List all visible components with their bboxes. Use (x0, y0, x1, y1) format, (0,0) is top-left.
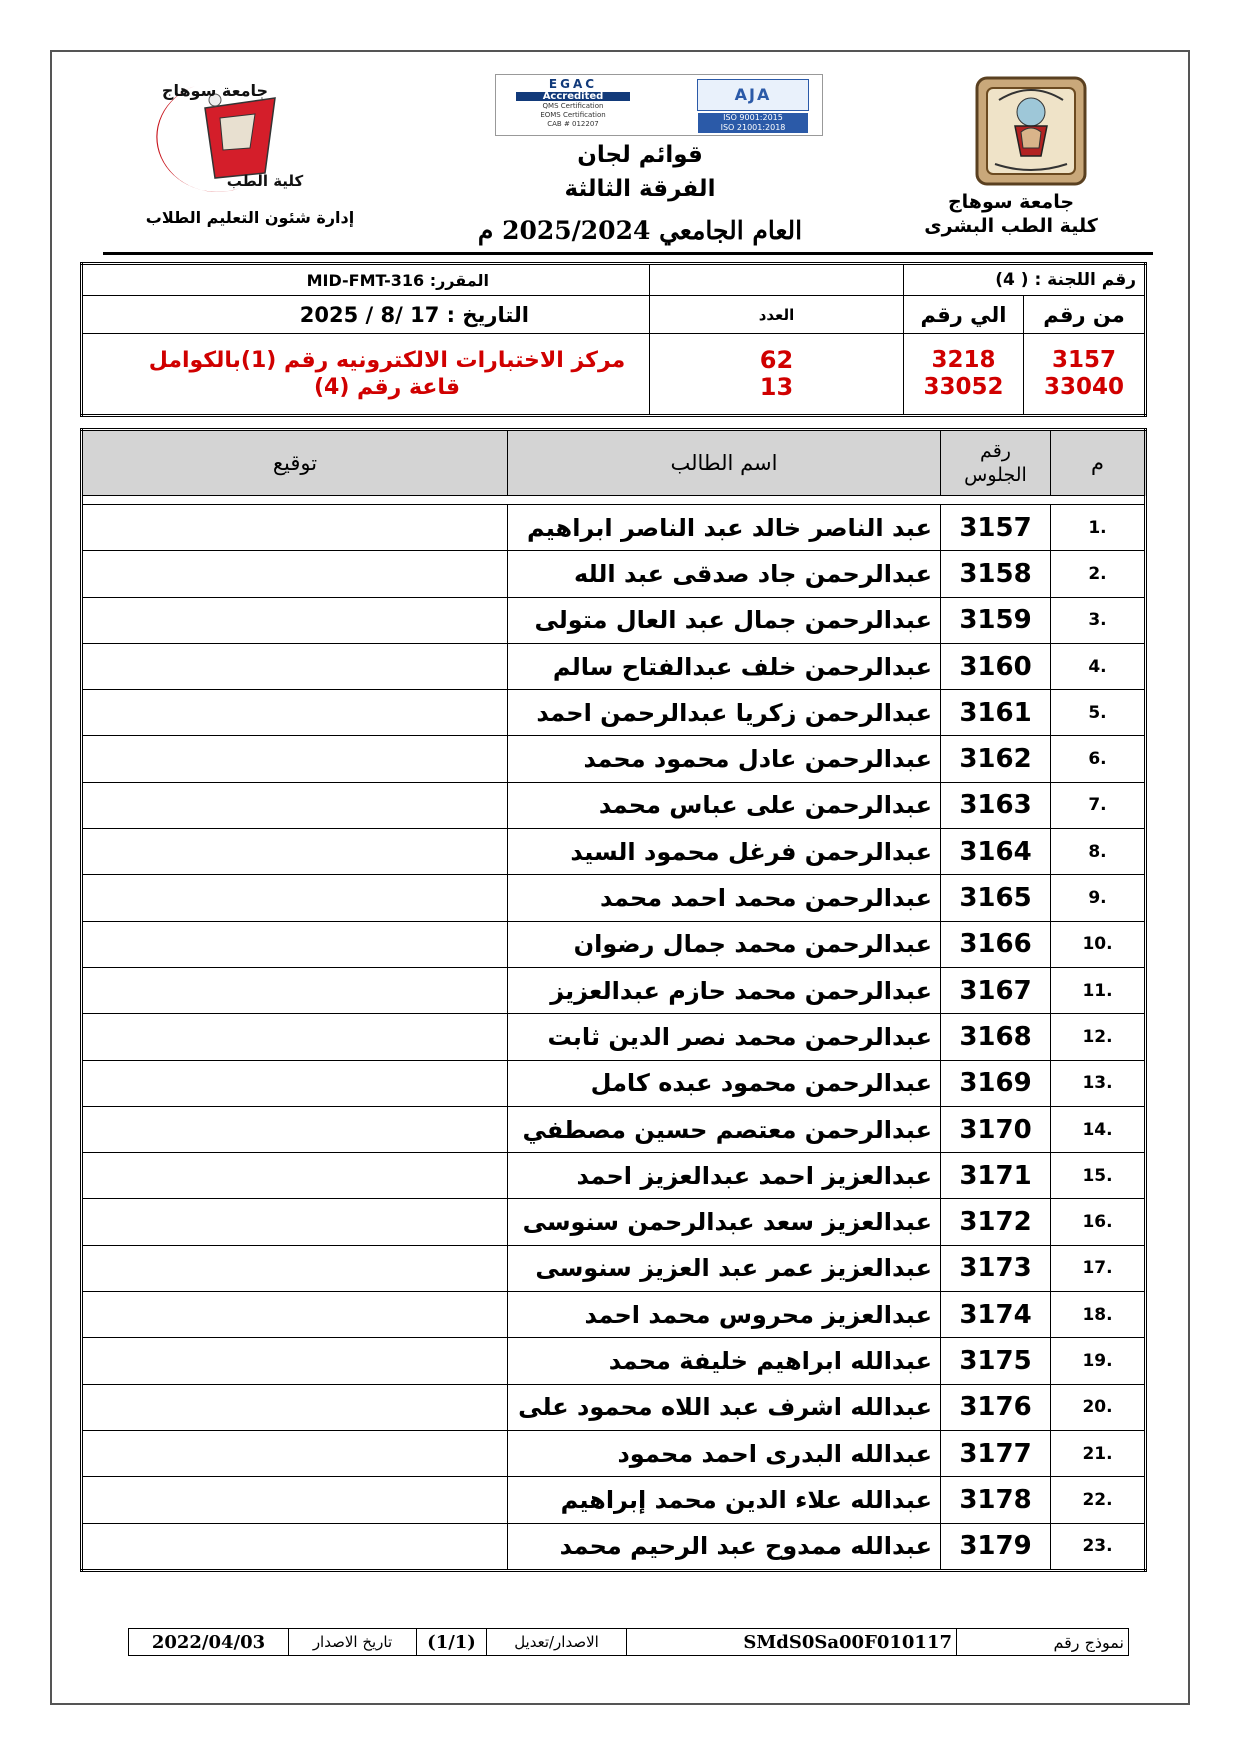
logo-text-bottom: كلية الطب (226, 172, 304, 190)
from-2: 33040 (1043, 374, 1125, 400)
student-name: عبدالله ممدوح عبد الرحيم محمد (508, 1523, 941, 1570)
student-name: عبدالرحمن محمد نصر الدين ثابت (508, 1014, 941, 1060)
row-number: 18. (1051, 1292, 1146, 1338)
edition-value: (1/1) (417, 1629, 487, 1656)
table-row (82, 1292, 1146, 1338)
seat-number: 3164 (941, 829, 1051, 875)
seat-number: 3178 (941, 1477, 1051, 1523)
seat-number: 3166 (941, 921, 1051, 967)
seat-number: 3159 (941, 597, 1051, 643)
table-row (82, 1199, 1146, 1245)
count-label: العدد (650, 296, 904, 334)
location-line-1: مركز الاختبارات الالكترونيه رقم (1)بالكوامل (148, 348, 626, 373)
seat-number: 3172 (941, 1199, 1051, 1245)
row-number: 14. (1051, 1106, 1146, 1152)
seat-number: 3171 (941, 1153, 1051, 1199)
seat-number: 3168 (941, 1014, 1051, 1060)
seat-number: 3162 (941, 736, 1051, 782)
table-row (82, 643, 1146, 689)
row-number: 4. (1051, 643, 1146, 689)
seat-number: 3175 (941, 1338, 1051, 1384)
row-number: 15. (1051, 1153, 1146, 1199)
signature-cell[interactable] (82, 690, 508, 736)
student-name: عبدالرحمن محمد حازم عبدالعزيز (508, 967, 941, 1013)
form-number-label: نموذج رقم (957, 1629, 1129, 1656)
signature-cell[interactable] (82, 1477, 508, 1523)
aja-title: AJA (734, 85, 772, 104)
student-name: عبدالعزيز عمر عبد العزيز سنوسى (508, 1245, 941, 1291)
signature-cell[interactable] (82, 1430, 508, 1476)
row-number: 21. (1051, 1430, 1146, 1476)
row-number: 10. (1051, 921, 1146, 967)
row-number: 1. (1051, 505, 1146, 551)
signature-cell[interactable] (82, 597, 508, 643)
signature-cell[interactable] (82, 782, 508, 828)
signature-cell[interactable] (82, 505, 508, 551)
signature-cell[interactable] (82, 1384, 508, 1430)
seat-number: 3176 (941, 1384, 1051, 1430)
edition-label: الاصدار/تعديل (487, 1629, 627, 1656)
table-row (82, 1384, 1146, 1430)
row-number: 8. (1051, 829, 1146, 875)
signature-cell[interactable] (82, 551, 508, 597)
row-number: 6. (1051, 736, 1146, 782)
logo-text-top: جامعة سوهاج (161, 81, 269, 100)
row-number: 23. (1051, 1523, 1146, 1570)
student-name: عبدالرحمن جمال عبد العال متولى (508, 597, 941, 643)
table-row (82, 551, 1146, 597)
seat-number: 3160 (941, 643, 1051, 689)
from-1: 3157 (1051, 347, 1116, 373)
signature-cell[interactable] (82, 967, 508, 1013)
table-row (82, 967, 1146, 1013)
student-name: عبدالرحمن محمد جمال رضوان (508, 921, 941, 967)
faculty-logo (115, 78, 310, 196)
table-row (82, 505, 1146, 551)
certification-badges (495, 74, 823, 136)
student-name: عبدالرحمن عادل محمود محمد (508, 736, 941, 782)
title-line-3: العام الجامعي 2025/2024 م (477, 216, 803, 245)
row-number: 7. (1051, 782, 1146, 828)
student-name: عبدالرحمن على عباس محمد (508, 782, 941, 828)
signature-cell[interactable] (82, 1060, 508, 1106)
signature-cell[interactable] (82, 1199, 508, 1245)
exam-location (82, 334, 650, 416)
table-spacer (82, 496, 1146, 505)
row-number: 2. (1051, 551, 1146, 597)
seat-number: 3165 (941, 875, 1051, 921)
committee-info-table (80, 262, 1147, 417)
col-header-no: م (1051, 430, 1146, 496)
to-1: 3218 (931, 347, 996, 373)
university-name-block (911, 190, 1111, 238)
student-name: عبدالله علاء الدين محمد إبراهيم (508, 1477, 941, 1523)
student-name: عبدالله ابراهيم خليفة محمد (508, 1338, 941, 1384)
from-numbers (1024, 334, 1146, 416)
table-row (82, 1477, 1146, 1523)
table-row (82, 921, 1146, 967)
student-name: عبدالرحمن خلف عبدالفتاح سالم (508, 643, 941, 689)
university-seal-logo (975, 76, 1087, 186)
header-rule (103, 252, 1153, 255)
seat-number: 3170 (941, 1106, 1051, 1152)
row-number: 19. (1051, 1338, 1146, 1384)
faculty-name: كلية الطب البشرى (924, 215, 1098, 237)
row-number: 9. (1051, 875, 1146, 921)
signature-cell[interactable] (82, 1106, 508, 1152)
col-header-signature: توقيع (82, 430, 508, 496)
col-header-seat: رقم الجلوس (941, 430, 1051, 496)
signature-cell[interactable] (82, 1014, 508, 1060)
aja-badge (688, 77, 818, 133)
table-row (82, 1430, 1146, 1476)
table-row (82, 875, 1146, 921)
signature-cell[interactable] (82, 1245, 508, 1291)
student-name: عبدالله البدرى احمد محمود (508, 1430, 941, 1476)
egac-badge (498, 77, 648, 133)
seat-number: 3177 (941, 1430, 1051, 1476)
table-row (82, 1523, 1146, 1570)
row-number: 16. (1051, 1199, 1146, 1245)
title-line-1: قوائم لجان (577, 142, 703, 168)
student-name: عبدالرحمن زكريا عبدالرحمن احمد (508, 690, 941, 736)
count-2: 13 (759, 373, 794, 401)
student-name: عبدالرحمن محمود عبده كامل (508, 1060, 941, 1106)
student-name: عبدالرحمن فرغل محمود السيد (508, 829, 941, 875)
student-name: عبدالرحمن معتصم حسين مصطفي (508, 1106, 941, 1152)
seat-number: 3174 (941, 1292, 1051, 1338)
table-row (82, 829, 1146, 875)
seat-number: 3161 (941, 690, 1051, 736)
row-number: 11. (1051, 967, 1146, 1013)
student-name: عبدالرحمن محمد احمد محمد (508, 875, 941, 921)
student-name: عبدالعزيز احمد عبدالعزيز احمد (508, 1153, 941, 1199)
seat-number: 3167 (941, 967, 1051, 1013)
row-number: 17. (1051, 1245, 1146, 1291)
egac-line-3: CAB # 012207 (547, 120, 599, 128)
signature-cell[interactable] (82, 736, 508, 782)
table-row (82, 1338, 1146, 1384)
row-number: 5. (1051, 690, 1146, 736)
student-name: عبد الناصر خالد عبد الناصر ابراهيم (508, 505, 941, 551)
signature-cell[interactable] (82, 921, 508, 967)
student-name: عبدالله اشرف عبد اللاه محمود على (508, 1384, 941, 1430)
row-number: 3. (1051, 597, 1146, 643)
row-number: 20. (1051, 1384, 1146, 1430)
seat-number: 3179 (941, 1523, 1051, 1570)
signature-cell[interactable] (82, 1153, 508, 1199)
exam-date: التاريخ : 17 /8 / 2025 (82, 296, 650, 334)
seat-number: 3163 (941, 782, 1051, 828)
course-code: المقرر: MID-FMT-316 (82, 264, 650, 296)
to-label: الي رقم (904, 296, 1024, 334)
issue-date-label: تاريخ الاصدار (289, 1629, 417, 1656)
student-name: عبدالعزيز محروس محمد احمد (508, 1292, 941, 1338)
form-number-value: SMdS0Sa00F010117 (627, 1629, 957, 1656)
table-row (82, 1153, 1146, 1199)
student-name: عبدالرحمن جاد صدقى عبد الله (508, 551, 941, 597)
aja-line-2: ISO 21001:2018 (698, 123, 808, 133)
seat-number: 3169 (941, 1060, 1051, 1106)
form-footer-table (128, 1628, 1129, 1656)
from-label: من رقم (1024, 296, 1146, 334)
signature-cell[interactable] (82, 829, 508, 875)
empty-cell (650, 264, 904, 296)
university-name: جامعة سوهاج (947, 191, 1075, 213)
to-numbers (904, 334, 1024, 416)
signature-cell[interactable] (82, 875, 508, 921)
table-row (82, 1245, 1146, 1291)
table-row (82, 782, 1146, 828)
table-row (82, 690, 1146, 736)
table-row (82, 1106, 1146, 1152)
committee-number: رقم اللجنة : ( 4) (904, 264, 1146, 296)
signature-cell[interactable] (82, 1523, 508, 1570)
department-name: إدارة شئون التعليم الطلاب (145, 208, 355, 227)
issue-date-value: 2022/04/03 (129, 1629, 289, 1656)
signature-cell[interactable] (82, 643, 508, 689)
seat-number: 3173 (941, 1245, 1051, 1291)
signature-cell[interactable] (82, 1292, 508, 1338)
to-2: 33052 (923, 374, 1004, 400)
student-counts (650, 334, 904, 416)
title-line-2: الفرقة الثالثة (564, 176, 716, 202)
row-number: 13. (1051, 1060, 1146, 1106)
seat-number: 3157 (941, 505, 1051, 551)
egac-line-2: EOMS Certification (540, 111, 606, 119)
student-name: عبدالعزيز سعد عبدالرحمن سنوسى (508, 1199, 941, 1245)
count-1: 62 (759, 346, 794, 374)
table-row (82, 1060, 1146, 1106)
egac-line-1: QMS Certification (542, 102, 604, 110)
signature-cell[interactable] (82, 1338, 508, 1384)
row-number: 12. (1051, 1014, 1146, 1060)
aja-line-1: ISO 9001:2015 (698, 113, 808, 123)
col-header-name: اسم الطالب (508, 430, 941, 496)
student-list-table (80, 428, 1147, 1572)
table-row (82, 736, 1146, 782)
seat-number: 3158 (941, 551, 1051, 597)
row-number: 22. (1051, 1477, 1146, 1523)
location-line-2: قاعة رقم (4) (313, 375, 461, 400)
table-row (82, 1014, 1146, 1060)
table-row (82, 597, 1146, 643)
egac-title: EGAC (548, 77, 598, 91)
egac-accredited: Accredited (516, 92, 630, 101)
